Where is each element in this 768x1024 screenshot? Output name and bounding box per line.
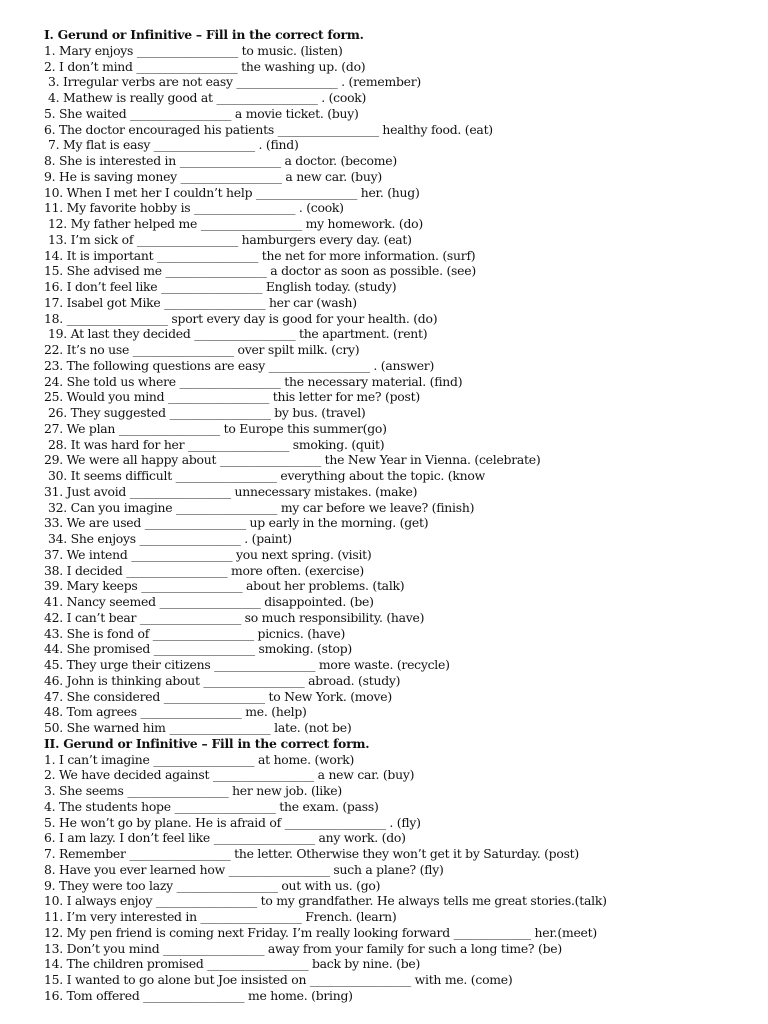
exercise-item: 19. At last they decided _________________ the apartment. (rent): [48, 326, 428, 342]
exercise-item: 37. We intend _________________ you next spring. (visit): [44, 546, 372, 562]
exercise-item: 22. It’s no use _________________ over spilt milk. (cry): [44, 342, 360, 357]
exercise-item: 12. My father helped me _________________ my homework. (do): [48, 216, 423, 231]
exercise-item: 25. Would you mind _________________ this letter for me? (post): [44, 389, 420, 405]
exercise-item: 18. _________________ sport every day is good for your health. (do): [44, 310, 438, 326]
exercise-item: 46. John is thinking about _________________ abroad. (study): [44, 672, 401, 688]
exercise-item: 26. They suggested _________________ by bus. (travel): [48, 405, 366, 420]
exercise-item: 10. When I met her I couldn’t help _________________ her. (hug): [44, 184, 420, 200]
exercise-item: 14. The children promised _________________ back by nine. (be): [44, 956, 421, 972]
exercise-item: 10. I always enjoy _________________ to my grandfather. He always tells me great stories.(talk): [44, 893, 607, 909]
section-1-list: [44, 43, 748, 736]
exercise-item: 7. Remember _________________ the letter. Otherwise they won’t get it by Saturday. (post): [44, 846, 579, 861]
section-2-list: [44, 752, 748, 1004]
exercise-item: 11. My favorite hobby is _________________ . (cook): [44, 200, 344, 216]
exercise-item: 13. Don’t you mind _________________ away from your family for such a long time? (be): [44, 940, 562, 956]
exercise-item: 1. I can’t imagine _________________ at home. (work): [44, 751, 355, 767]
exercise-item: 9. They were too lazy _________________ out with us. (go): [44, 877, 381, 893]
exercise-item: 24. She told us where _________________ the necessary material. (find): [44, 373, 463, 389]
exercise-item: 1. Mary enjoys _________________ to music. (listen): [44, 42, 343, 58]
exercise-item: 29. We were all happy about _________________ the New Year in Vienna. (celebrate): [44, 452, 541, 468]
exercise-item: 43. She is fond of _________________ picnics. (have): [44, 625, 346, 641]
exercise-item: 6. I am lazy. I don’t feel like _________________ any work. (do): [44, 830, 406, 846]
exercise-item: 31. Just avoid _________________ unnecessary mistakes. (make): [44, 483, 418, 499]
section-2-heading: II. Gerund or Infinitive – Fill in the correct form.: [44, 735, 370, 751]
exercise-item: 47. She considered _________________ to New York. (move): [44, 688, 392, 704]
exercise-item: 8. She is interested in _________________ a doctor. (become): [44, 153, 397, 168]
exercise-item: 33. We are used _________________ up early in the morning. (get): [44, 515, 429, 531]
exercise-item: 50. She warned him _________________ late. (not be): [44, 720, 352, 735]
exercise-item: 11. I’m very interested in _________________ French. (learn): [44, 909, 397, 924]
exercise-item: 32. Can you imagine _________________ my car before we leave? (finish): [48, 499, 475, 515]
exercise-item: 17. Isabel got Mike _________________ her car (wash): [44, 294, 357, 310]
exercise-item: 6. The doctor encouraged his patients _________________ healthy food. (eat): [44, 121, 493, 137]
exercise-item: 8. Have you ever learned how _________________ such a plane? (fly): [44, 861, 444, 877]
exercise-item: 16. Tom offered _________________ me home. (bring): [44, 987, 353, 1003]
exercise-item: 44. She promised _________________ smoking. (stop): [44, 641, 352, 657]
exercise-item: 15. I wanted to go alone but Joe insisted on _________________ with me. (come): [44, 972, 513, 987]
exercise-item: 2. We have decided against _________________ a new car. (buy): [44, 767, 415, 783]
exercise-item: 16. I don’t feel like _________________ English today. (study): [44, 279, 397, 294]
exercise-item: 14. It is important _________________ the net for more information. (surf): [44, 247, 476, 263]
exercise-item: 42. I can’t bear _________________ so much responsibility. (have): [44, 609, 425, 625]
exercise-item: 2. I don’t mind _________________ the washing up. (do): [44, 58, 366, 74]
exercise-item: 4. Mathew is really good at _________________ . (cook): [48, 90, 367, 105]
exercise-item: 12. My pen friend is coming next Friday. I’m really looking forward _____________ her.(meet): [44, 924, 597, 940]
exercise-item: 5. She waited _________________ a movie ticket. (buy): [44, 105, 359, 121]
exercise-item: 27. We plan _________________ to Europe this summer(go): [44, 420, 387, 436]
exercise-item: 23. The following questions are easy _________________ . (answer): [44, 357, 435, 373]
exercise-item: 13. I’m sick of _________________ hamburgers every day. (eat): [48, 231, 412, 247]
exercise-item: 38. I decided _________________ more often. (exercise): [44, 562, 364, 578]
exercise-item: 4. The students hope _________________ the exam. (pass): [44, 798, 379, 814]
exercise-item: 9. He is saving money _________________ a new car. (buy): [44, 168, 382, 184]
exercise-item: 28. It was hard for her _________________ smoking. (quit): [48, 436, 385, 452]
exercise-item: 7. My flat is easy _________________ . (find): [48, 137, 299, 153]
exercise-item: 34. She enjoys _________________ . (paint): [48, 531, 292, 546]
exercise-item: 39. Mary keeps _________________ about her problems. (talk): [44, 578, 405, 594]
exercise-item: 45. They urge their citizens _________________ more waste. (recycle): [44, 657, 450, 672]
exercise-item: 41. Nancy seemed _________________ disappointed. (be): [44, 594, 374, 609]
exercise-item: 48. Tom agrees _________________ me. (help): [44, 704, 307, 720]
exercise-item: 15. She advised me _________________ a doctor as soon as possible. (see): [44, 263, 476, 279]
exercise-item: 5. He won’t go by plane. He is afraid of _________________ . (fly): [44, 814, 421, 830]
section-1-heading: I. Gerund or Infinitive – Fill in the correct form.: [44, 27, 364, 42]
exercise-item: 3. Irregular verbs are not easy _________________ . (remember): [48, 74, 421, 90]
exercise-item: 3. She seems _________________ her new job. (like): [44, 783, 342, 798]
exercise-item: 30. It seems difficult _________________ everything about the topic. (know: [48, 468, 485, 483]
